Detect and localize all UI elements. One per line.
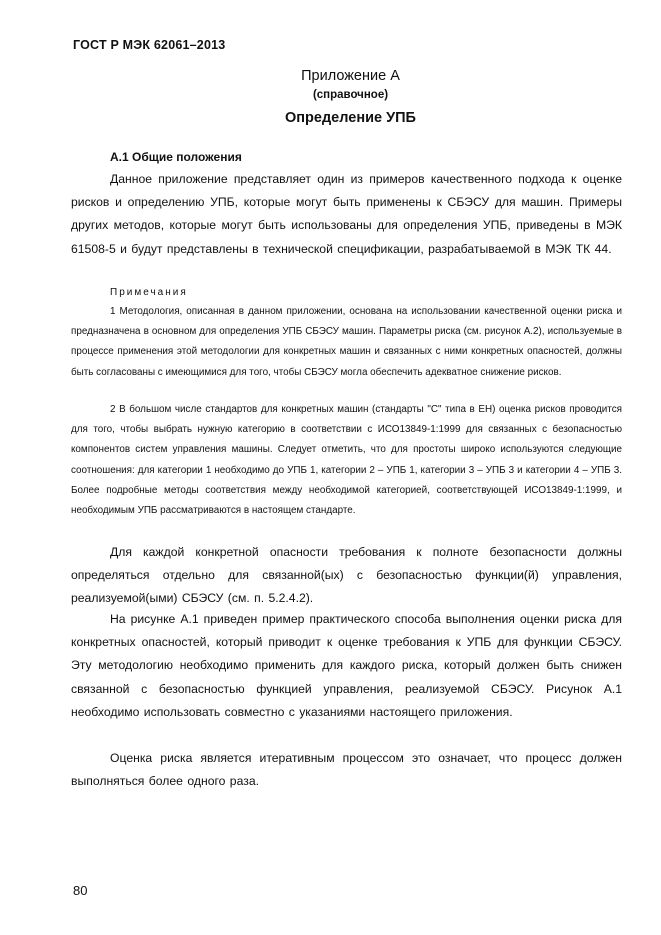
notes-heading: Примечания	[110, 287, 188, 298]
note-1: 1 Методология, описанная в данном приложении, основана на использовании качественной оценки риска и предназначена в основном для определения УПБ СБЭСУ машин. Параметры риска (см. рисунок А.2), используемые в процессе применения этой методологии для конкретных машин и связанных с ними конкретных опасностей, должны быть согласованы с имеющимися для того, чтобы СБЭСУ могла обеспечить адекватное снижение рисков.	[71, 306, 622, 378]
paragraph-iterative: Оценка риска является итеративным процессом это означает, что процесс должен выполняться более одного раза.	[71, 751, 622, 789]
note-2: 2 В большом числе стандартов для конкретных машин (стандарты "С" типа в ЕН) оценка рисков проводится для того, чтобы выбрать нужную категорию в соответствии с ИСО13849-1:1999 для связанных с безопасностью компонентов систем управления машины. Следует отметить, что для простоты широко используются следующие соотношения: для категории 1 необходимо до УПБ 1, категории 2 – УПБ 1, категории 3 – УПБ 3 и категории 4 – УПБ 3. Более подробные методы соответствия между необходимой категорией, соответствующей ИСО13849-1:1999, и необходимым УПБ рассматриваются в настоящем стандарте.	[71, 404, 622, 517]
paragraph-figure-reference: На рисунке А.1 приведен пример практического способа выполнения оценки риска для конкретных опасностей, который приводит к оценке требования к УПБ для функции СБЭСУ. Эту методологию необходимо применить для каждого риска, который должен быть снижен связанной с безопасностью функцией управления, реализуемой СБЭСУ. Рисунок А.1 необходимо использовать совместно с указаниями настоящего приложения.	[71, 612, 622, 719]
paragraph-requirements: Для каждой конкретной опасности требования к полноте безопасности должны определяться отдельно для связанной(ых) с безопасностью функции(й) управления, реализуемой(ыми) СБЭСУ (см. п. 5.2.4.2).	[71, 545, 622, 606]
section-heading: А.1 Общие положения	[110, 150, 242, 164]
page-number: 80	[73, 883, 88, 898]
annex-title: Приложение А	[301, 68, 400, 84]
standard-header: ГОСТ Р МЭК 62061–2013	[73, 38, 226, 52]
annex-heading: Определение УПБ	[285, 110, 416, 126]
paragraph-intro: Данное приложение представляет один из примеров качественного подхода к оценке рисков и определению УПБ, которые могут быть применены к СБЭСУ для машин. Примеры других методов, которые могут быть использованы для определения УПБ, приведены в МЭК 61508-5 и будут представлены в технической спецификации, разрабатываемой в МЭК ТК 44.	[71, 172, 622, 256]
annex-subtitle: (справочное)	[312, 89, 389, 101]
